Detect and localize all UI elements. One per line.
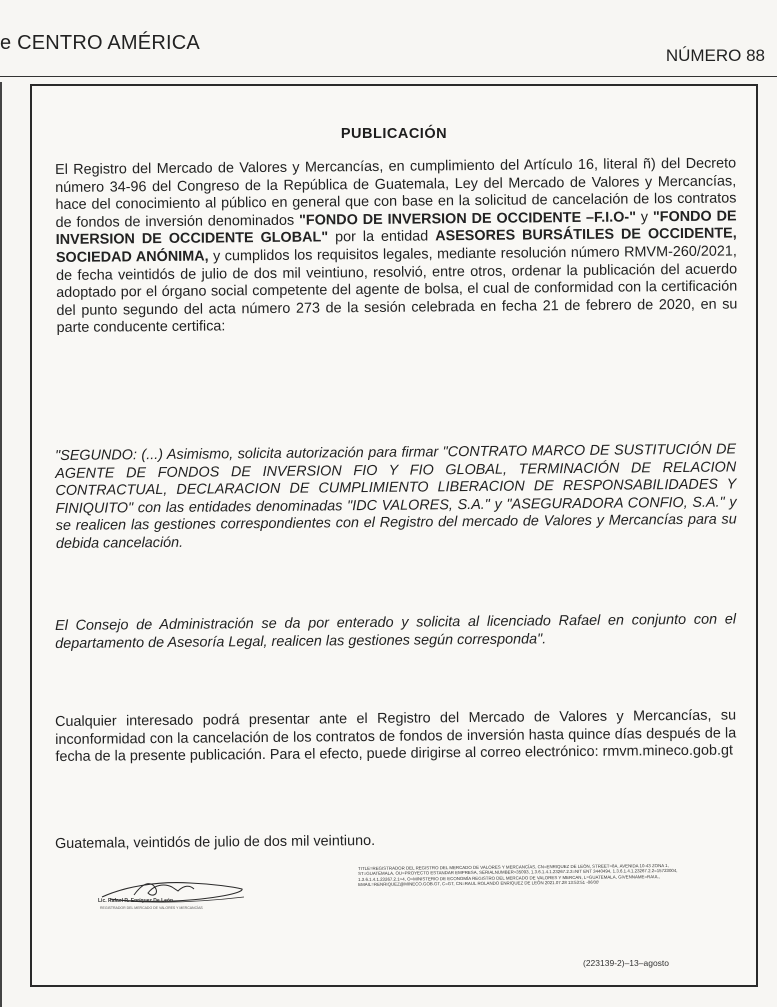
page-header [0, 0, 777, 76]
paragraph-date: Guatemala, veintidós de julio de dos mil veintiuno. [55, 832, 376, 852]
column-divider [0, 82, 2, 1007]
publication-reference: (223139-2)–13–agosto [583, 958, 670, 968]
intro-text-2: y [635, 209, 653, 226]
publication-box [30, 84, 758, 987]
header-rule [0, 76, 777, 77]
fund-name-global: "FONDO DE INVERSION DE OCCIDENTE GLOBAL" [55, 208, 737, 249]
publication-title: PUBLICACIÓN [340, 126, 448, 142]
issue-number: NÚMERO 88 [665, 46, 765, 65]
paragraph-intro [55, 155, 738, 337]
paragraph-segundo: "SEGUNDO: (...) Asimismo, solicita autorización para firmar "CONTRATO MARCO DE SUSTITUCIÓN DE AGENTE DE FONDOS DE INVERSION FIO Y FIO GLOBAL, TERMINACIÓN DE RELACION CONTRACTUAL, DECLARACION DE CUMPLIMIENTO LIBERACION DE RESPONSABILIDADES Y FINIQUITO" con las entidades denominadas "IDC VALORES, S.A." y "ASEGURADORA CONFIO, S.A." y se realicen las gestiones correspondientes con el Registro del mercado de Valores y Mercancías para su debida cancelación. [55, 441, 737, 552]
signer-name: Lic. Rafael R. Enríquez De León [98, 898, 174, 904]
signer-role: REGISTRADOR DEL MERCADO DE VALORES Y MERCANCÍAS [100, 906, 203, 910]
digital-signature-block: TITLE=REGISTRADOR DEL REGISTRO DEL MERCADO DE VALORES Y MERCANCÍAS, CN=ENRIQUEZ DE LEÓN, STREET=8A. AVENIDA 10-43 ZONA 1, ST=GUATEMALA, OU=PROYECTO ESTANDAR EMPRESA, SERIALNUMBER=35093, 1.3.6.1.4.1.23267.2.3=NIT ENT 3440494, 1.3.6.1.4.1.23267.2.2=15723004, 1.3.6.1.4.1.23267.2.1=4, O=MINISTERIO DE ECONOMÍA REGISTRO DEL MERCADO DE VALORES Y MERCAN, L=GUATEMALA, GIVENNAME=RAUL, EMAIL=RENRIQUEZ@MINECO.GOB.GT, C=GT, CN=RAUL ROLANDO ENRIQUEZ DE LEÓN 2021.07.28 13:53:51 -06'00' [358, 863, 678, 887]
intro-text-1: El Registro del Mercado de Valores y Mercancías, en cumplimiento del Artículo 16, literal ñ) del Decreto número 34-96 del Congreso de la República de Guatemala, Ley del Mercado de Valores y Mercancías, hace del conocimiento al público en general que con base en la solicitud de cancelación de los contratos de fondos de inversión denominados [55, 155, 737, 231]
paragraph-inconformidad: Cualquier interesado podrá presentar ante el Registro del Mercado de Valores y Mercancías, su inconformidad con la cancelación de los contratos de fondos de inversión hasta quince días después de la fecha de la presente publicación. Para el efecto, puede dirigirse al correo electrónico: rmvm.mineco.gob.gt [55, 707, 737, 766]
fund-name-fio: "FONDO DE INVERSION DE OCCIDENTE –F.I.O-" [298, 209, 637, 229]
company-name: ASESORES BURSÁTILES DE OCCIDENTE, SOCIEDAD ANÓNIMA, [55, 225, 737, 266]
intro-text-3: por la entidad [328, 228, 436, 246]
paragraph-consejo: El Consejo de Administración se da por enterado y solicita al licenciado Rafael en conjunto con el departamento de Asesoría Legal, realicen las gestiones según corresponda". [55, 611, 737, 652]
newspaper-name: e CENTRO AMÉRICA [0, 32, 200, 54]
intro-text-4: y cumplidos los requisitos legales, mediante resolución número RMVM-260/2021, de fecha veintidós de julio de dos mil veintiuno, resolvió, entre otros, ordenar la publicación del acuerdo adoptado por el órgano social competente del agente de bolsa, el cual de conformidad con la certificación del punto segundo del acta número 273 de la sesión celebrada en fecha 21 de febrero de 2020, en su parte conducente certifica: [56, 243, 738, 337]
